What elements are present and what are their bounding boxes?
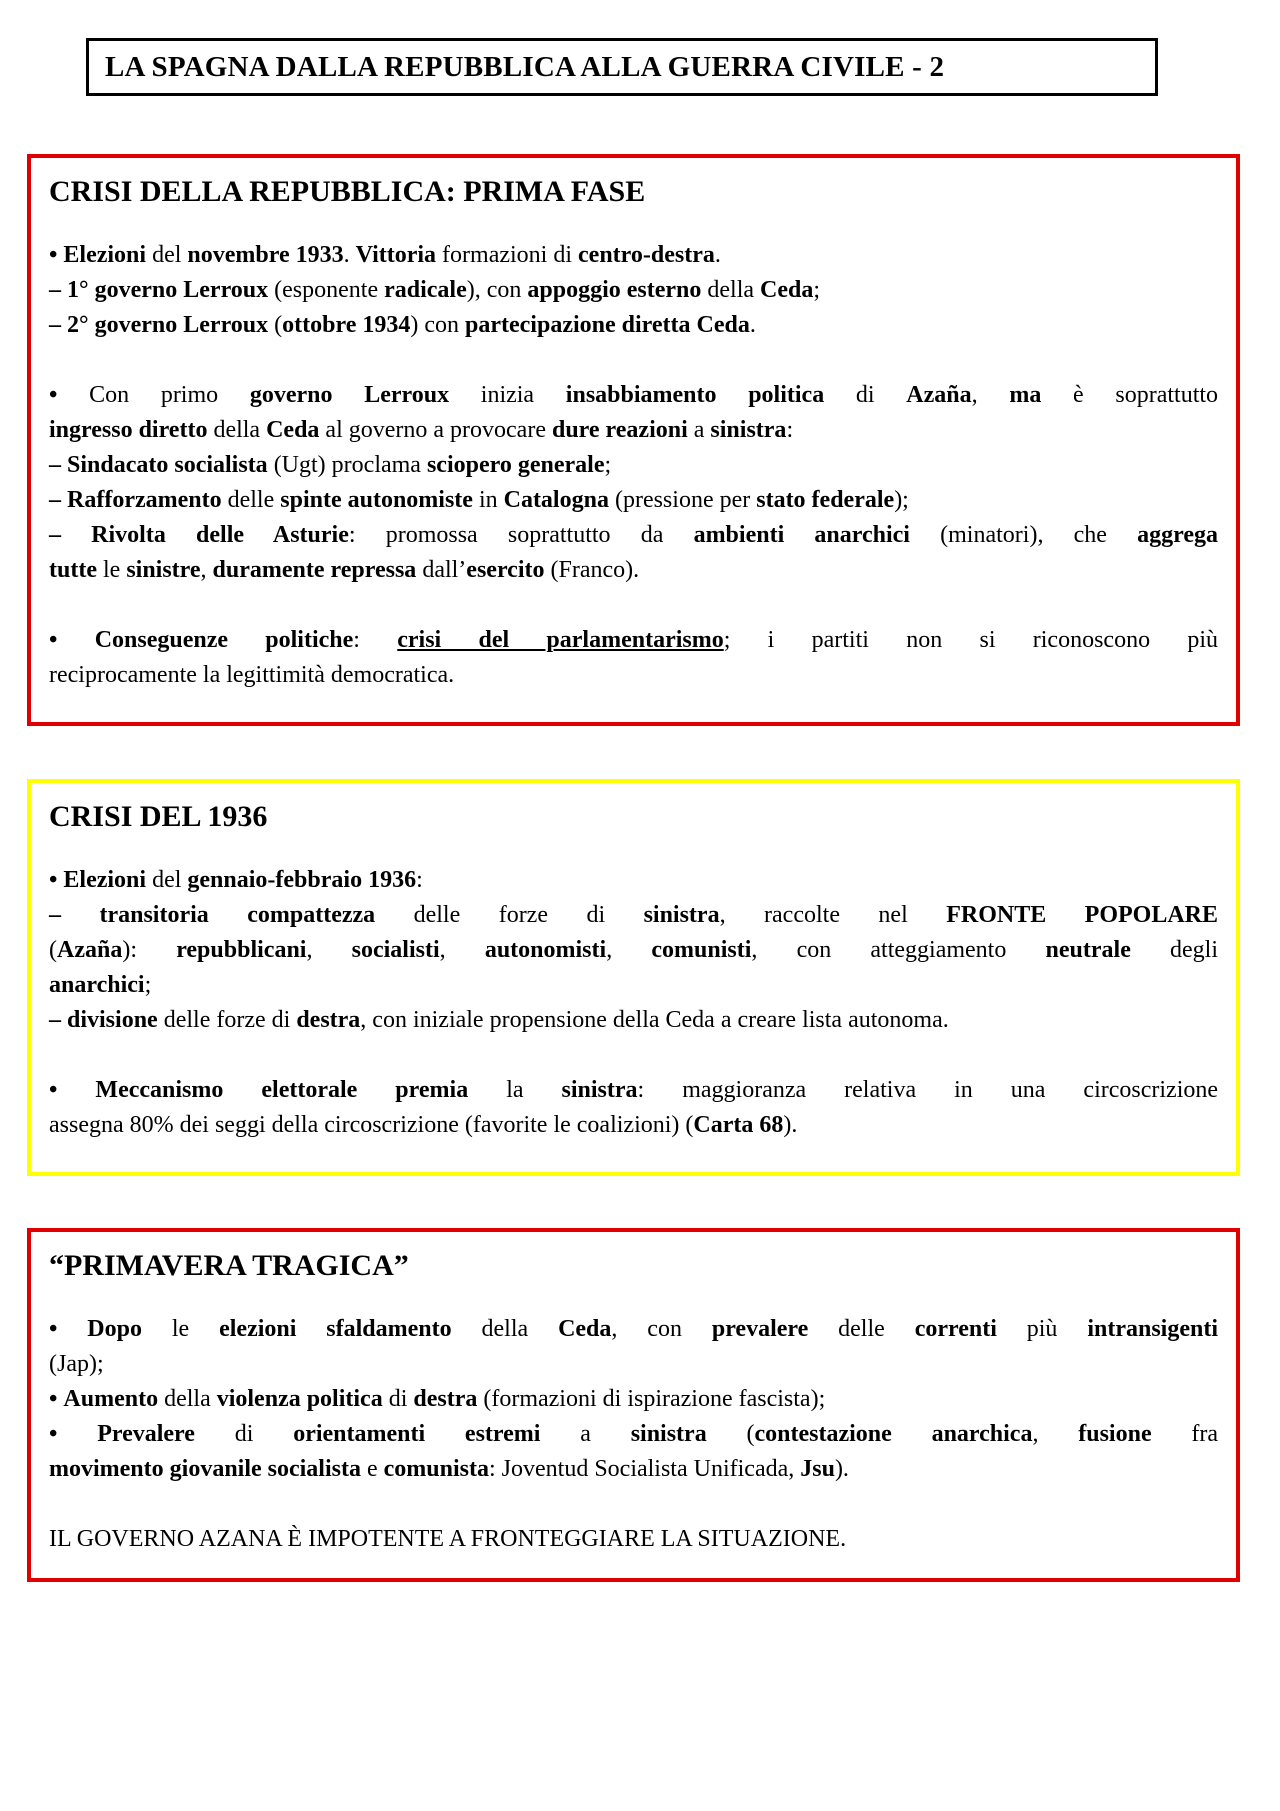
paragraph-elezioni-1933: [49, 238, 1218, 343]
text-line: – 1° governo Lerroux (esponente radicale), con appoggio esterno della Ceda;: [49, 277, 821, 303]
text-line: anarchici;: [49, 972, 152, 998]
text-line: • Dopo le elezioni sfaldamento della Ceda, con prevalere delle correnti più intransigenti: [49, 1316, 1219, 1342]
paragraph-conseguenze: [49, 623, 1218, 693]
text-line: reciprocamente la legittimità democratica.: [49, 662, 455, 688]
text-line: – Sindacato socialista (Ugt) proclama sciopero generale;: [49, 452, 612, 478]
text-line: – Rivolta delle Asturie: promossa soprattutto da ambienti anarchici (minatori), che aggrega: [49, 522, 1218, 548]
bullet-icon: •: [49, 867, 58, 893]
bullet-icon: •: [49, 382, 58, 408]
text-line: – transitoria compattezza delle forze di sinistra, raccolte nel FRONTE POPOLARE: [49, 902, 1218, 928]
section-crisi-1936: [27, 779, 1240, 1176]
text-line: • Aumento della violenza politica di destra (formazioni di ispirazione fascista);: [49, 1386, 826, 1412]
paragraph-meccanismo: [49, 1073, 1218, 1143]
bullet-icon: •: [49, 1421, 58, 1447]
text-line: assegna 80% dei seggi della circoscrizione (favorite le coalizioni) (Carta 68).: [49, 1112, 798, 1138]
text-line: ingresso diretto della Ceda al governo a provocare dure reazioni a sinistra:: [49, 417, 794, 443]
section-primavera-tragica: [27, 1228, 1240, 1582]
section-title: CRISI DELLA REPUBBLICA: PRIMA FASE: [49, 175, 646, 208]
text-line: • Prevalere di orientamenti estremi a sinistra (contestazione anarchica, fusione fra: [49, 1421, 1219, 1447]
text-line: (Azaña): repubblicani, socialisti, autonomisti, comunisti, con atteggiamento neutrale degli: [49, 937, 1219, 963]
text-line: IL GOVERNO AZANA È IMPOTENTE A FRONTEGGIARE LA SITUAZIONE.: [49, 1526, 847, 1552]
paragraph-governo-lerroux: [49, 378, 1218, 588]
bullet-icon: •: [49, 242, 58, 268]
text-line: • Con primo governo Lerroux inizia insabbiamento politica di Azaña, ma è soprattutto: [49, 382, 1219, 408]
section-title: “PRIMAVERA TRAGICA”: [49, 1249, 409, 1282]
text-line: – divisione delle forze di destra, con iniziale propensione della Ceda a creare lista autonoma.: [49, 1007, 949, 1033]
paragraph-primavera: [49, 1312, 1218, 1487]
section-crisi-prima-fase: [27, 154, 1240, 726]
text-line: tutte le sinistre, duramente repressa dall’esercito (Franco).: [49, 557, 640, 583]
text-line: – Rafforzamento delle spinte autonomiste in Catalogna (pressione per stato federale);: [49, 487, 909, 513]
bullet-icon: •: [49, 1386, 58, 1412]
bullet-icon: •: [49, 627, 58, 653]
text-line: movimento giovanile socialista e comunista: Joventud Socialista Unificada, Jsu).: [49, 1456, 849, 1482]
text-line: (Jap);: [49, 1351, 104, 1377]
section-title: CRISI DEL 1936: [49, 800, 268, 833]
text-line: • Conseguenze politiche: crisi del parlamentarismo; i partiti non si riconoscono più: [49, 627, 1219, 653]
text-line: • Elezioni del novembre 1933. Vittoria formazioni di centro-destra.: [49, 242, 721, 268]
bullet-icon: •: [49, 1316, 58, 1342]
text-line: • Meccanismo elettorale premia la sinistra: maggioranza relativa in una circoscrizione: [49, 1077, 1219, 1103]
paragraph-conclusione: [49, 1522, 1218, 1557]
text-line: • Elezioni del gennaio-febbraio 1936:: [49, 867, 423, 893]
paragraph-elezioni-1936: [49, 863, 1218, 1038]
text-line: – 2° governo Lerroux (ottobre 1934) con partecipazione diretta Ceda.: [49, 312, 756, 338]
bullet-icon: •: [49, 1077, 58, 1103]
page-title: LA SPAGNA DALLA REPUBBLICA ALLA GUERRA CIVILE - 2: [86, 38, 1158, 96]
